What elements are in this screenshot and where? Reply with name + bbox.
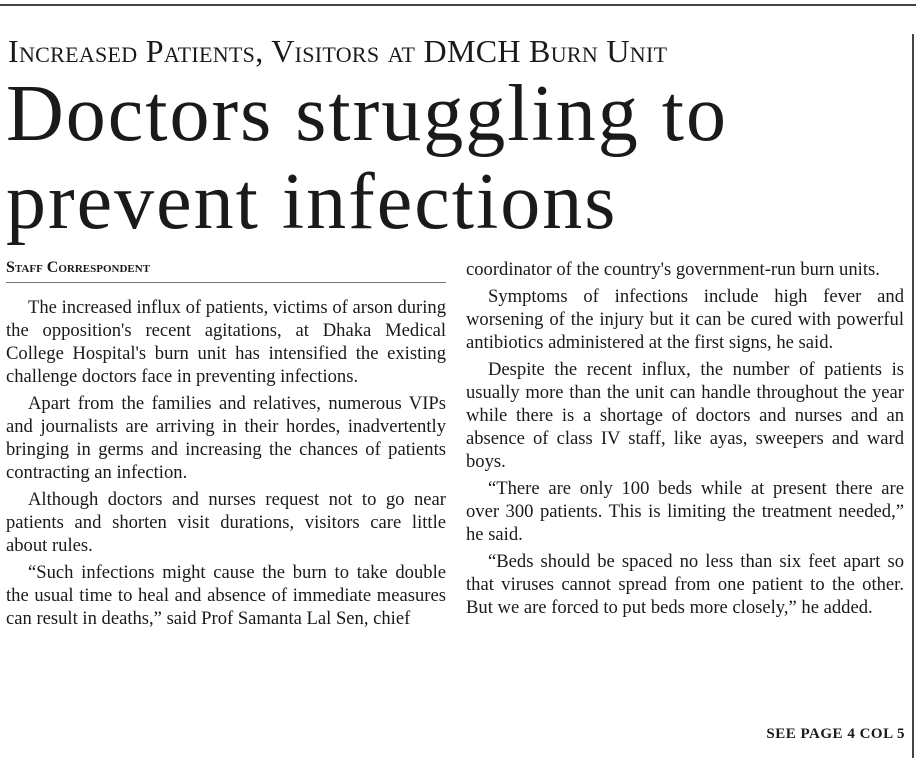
paragraph: The increased influx of patients, victims of arson during the opposition's recent agitations, at Dhaka Medical College Hospital's burn unit has intensified the existing challenge doctors face in preventing infections. xyxy=(6,297,446,387)
column-rule xyxy=(912,34,914,758)
paragraph: coordinator of the country's government-run burn units. xyxy=(466,259,880,280)
paragraph: Despite the recent influx, the number of patients is usually more than the unit can handle throughout the year while there is a shortage of doctors and nurses and an absence of class IV staff, like ayas, sweepers and ward boys. xyxy=(466,359,904,472)
byline-rule xyxy=(6,282,446,283)
top-rule xyxy=(0,4,916,6)
kicker: Increased Patients, Visitors at DMCH Burn Unit xyxy=(8,33,668,69)
article-column-right xyxy=(466,258,904,623)
paragraph: Apart from the families and relatives, numerous VIPs and journalists are arriving in their hordes, inadvertently bringing in germs and increasing the chances of patients contracting an infection. xyxy=(6,393,446,483)
article-column-left xyxy=(6,296,446,634)
byline: Staff Correspondent xyxy=(6,259,151,276)
jump-line: SEE PAGE 4 COL 5 xyxy=(766,726,905,742)
paragraph: Although doctors and nurses request not to go near patients and shorten visit durations, visitors care little about rules. xyxy=(6,489,446,556)
paragraph: Symptoms of infections include high fever and worsening of the injury but it can be cured with powerful antibiotics administered at the first signs, he said. xyxy=(466,286,904,353)
headline: Doctors struggling to prevent infections xyxy=(6,70,728,246)
paragraph: “Such infections might cause the burn to take double the usual time to heal and absence of immediate measures can result in deaths,” said Prof Samanta Lal Sen, chief xyxy=(6,562,446,629)
paragraph: “Beds should be spaced no less than six feet apart so that viruses cannot spread from one patient to the other. But we are forced to put beds more closely,” he added. xyxy=(466,551,904,618)
paragraph: “There are only 100 beds while at present there are over 300 patients. This is limiting the treatment needed,” he said. xyxy=(466,478,904,545)
